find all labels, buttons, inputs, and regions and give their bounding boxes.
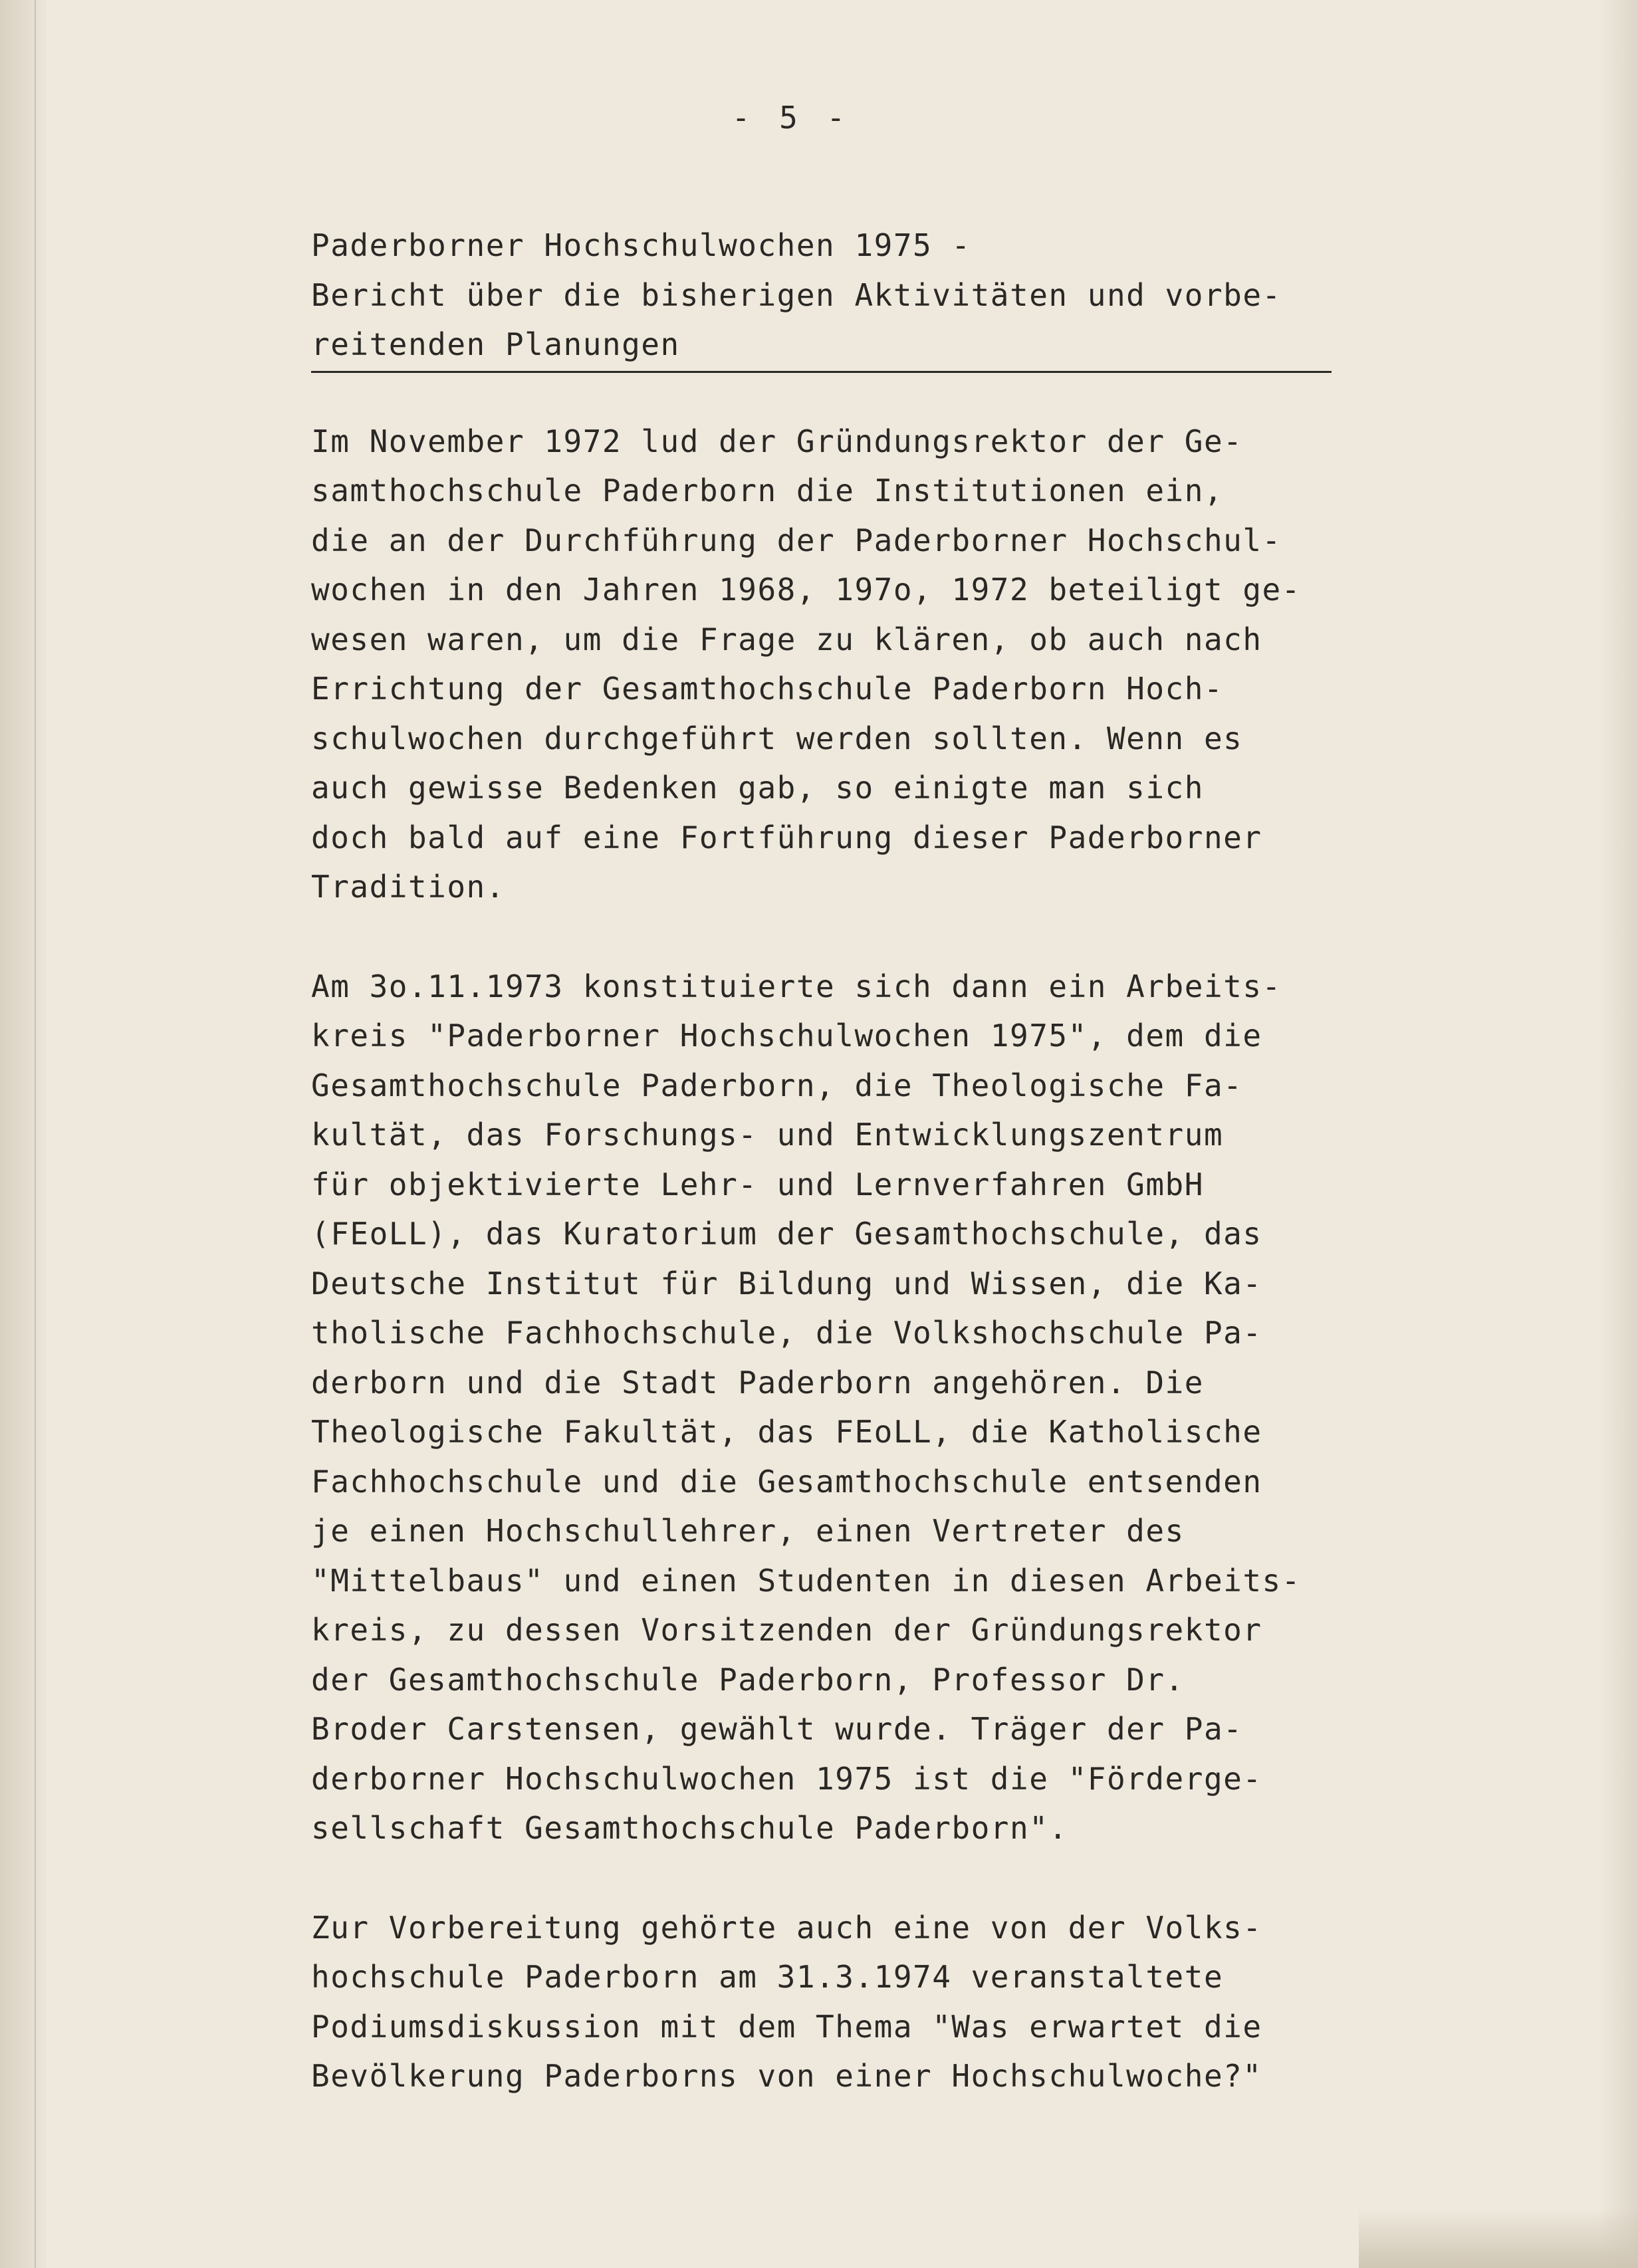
- text-line: Broder Carstensen, gewählt wurde. Träger der Pa-: [311, 1711, 1243, 1747]
- text-line: Fachhochschule und die Gesamthochschule entsenden: [311, 1463, 1262, 1500]
- text-line: derborner Hochschulwochen 1975 ist die "Förderge-: [311, 1760, 1262, 1797]
- title-line: Paderborner Hochschulwochen 1975 -: [311, 227, 971, 263]
- text-line: "Mittelbaus" und einen Studenten in diesen Arbeits-: [311, 1562, 1301, 1599]
- text-line: schulwochen durchgeführt werden sollten. Wenn es: [311, 720, 1243, 756]
- binding-gutter: [35, 0, 36, 2268]
- text-line: Am 3o.11.1973 konstituierte sich dann ein Arbeits-: [311, 968, 1282, 1004]
- text-line: Errichtung der Gesamthochschule Paderborn Hoch-: [311, 671, 1224, 707]
- text-line: für objektivierte Lehr- und Lernverfahren GmbH: [311, 1166, 1204, 1202]
- text-line: kreis, zu dessen Vorsitzenden der Gründungsrektor: [311, 1612, 1262, 1648]
- text-line: die an der Durchführung der Paderborner Hochschul-: [311, 522, 1282, 558]
- text-line: Deutsche Institut für Bildung und Wissen, die Ka-: [311, 1265, 1262, 1302]
- title-line: reitenden Planungen: [311, 326, 680, 362]
- text-line: Podiumsdiskussion mit dem Thema "Was erwartet die: [311, 2008, 1262, 2045]
- text-line: wesen waren, um die Frage zu klären, ob auch nach: [311, 621, 1262, 657]
- paragraph-1: [311, 417, 1335, 912]
- title-line: Bericht über die bisherigen Aktivitäten und vorbe-: [311, 277, 1282, 313]
- text-line: doch bald auf eine Fortführung dieser Paderborner: [311, 819, 1262, 855]
- page-corner-shadow: [1359, 2208, 1638, 2268]
- page-edge-left: [0, 0, 47, 2268]
- text-line: Gesamthochschule Paderborn, die Theologische Fa-: [311, 1067, 1243, 1103]
- text-line: derborn und die Stadt Paderborn angehören. Die: [311, 1364, 1204, 1401]
- text-line: tholische Fachhochschule, die Volkshochschule Pa-: [311, 1315, 1262, 1351]
- text-line: (FEoLL), das Kuratorium der Gesamthochschule, das: [311, 1216, 1262, 1252]
- section-title: [311, 221, 1332, 373]
- text-line: samthochschule Paderborn die Institutionen ein,: [311, 473, 1224, 509]
- text-line: Zur Vorbereitung gehörte auch eine von der Volks-: [311, 1909, 1262, 1946]
- text-line: Im November 1972 lud der Gründungsrektor der Ge-: [311, 423, 1243, 459]
- text-line: Bevölkerung Paderborns von einer Hochschulwoche?": [311, 2058, 1262, 2094]
- paragraph-2: [311, 962, 1335, 1853]
- text-line: Tradition.: [311, 869, 505, 905]
- text-line: Theologische Fakultät, das FEoLL, die Katholische: [311, 1414, 1262, 1450]
- text-line: wochen in den Jahren 1968, 197o, 1972 beteiligt ge-: [311, 572, 1301, 608]
- paragraph-3: [311, 1903, 1335, 2101]
- page-number: - 5 -: [731, 100, 851, 136]
- text-line: kultät, das Forschungs- und Entwicklungszentrum: [311, 1117, 1224, 1153]
- document-body: [311, 221, 1335, 2101]
- text-line: sellschaft Gesamthochschule Paderborn".: [311, 1810, 1068, 1846]
- text-line: hochschule Paderborn am 31.3.1974 veranstaltete: [311, 1959, 1224, 1995]
- text-line: der Gesamthochschule Paderborn, Professor Dr.: [311, 1661, 1185, 1698]
- text-line: kreis "Paderborner Hochschulwochen 1975", dem die: [311, 1018, 1262, 1054]
- text-line: auch gewisse Bedenken gab, so einigte man sich: [311, 770, 1204, 806]
- page-edge-right: [1598, 0, 1638, 2268]
- text-line: je einen Hochschullehrer, einen Vertreter des: [311, 1513, 1185, 1549]
